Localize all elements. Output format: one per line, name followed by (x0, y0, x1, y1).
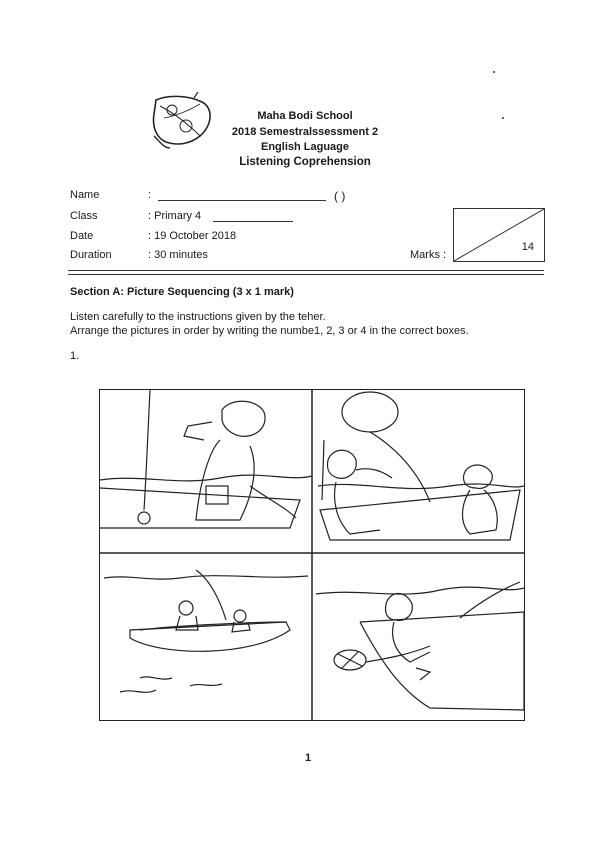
date-value: : 19 October 2018 (148, 230, 237, 242)
panel-girl-net (316, 582, 524, 710)
marks-label: Marks : (410, 249, 447, 261)
duration-value: : 30 minutes (148, 249, 208, 261)
picture-grid-drawing (100, 390, 524, 720)
scan-speck (493, 71, 495, 73)
class-label: Class (70, 210, 98, 222)
divider-top (68, 270, 544, 271)
register-number-paren: ( ) (334, 189, 346, 203)
duration-label: Duration (70, 249, 112, 261)
school-name: Maha Bodi School (257, 110, 353, 122)
marks-diagonal (454, 209, 544, 261)
subject-title: English Laguage (260, 141, 349, 153)
instruction-line-2: Arrange the pictures in order by writing the numbe1, 2, 3 or 4 in the correct boxes. (70, 325, 469, 337)
date-label: Date (70, 230, 94, 242)
name-label: Name (70, 189, 100, 201)
page-number: 1 (305, 752, 312, 764)
picture-grid (99, 389, 525, 721)
paper-title: Listening Coprehension (239, 156, 371, 168)
question-number: 1. (70, 350, 80, 362)
name-line[interactable] (158, 200, 326, 201)
exam-title: 2018 Semestralssessment 2 (231, 126, 379, 138)
marks-total: 14 (521, 241, 534, 253)
panel-girl-fish (318, 392, 524, 540)
panel-boat-at-sea (104, 570, 308, 692)
panel-boy-drinking (100, 390, 312, 528)
scan-speck (502, 117, 504, 119)
class-line[interactable] (213, 221, 293, 222)
class-value: : Primary 4 (148, 210, 202, 222)
name-colon: : (148, 189, 152, 201)
section-title: Section A: Picture Sequencing (3 x 1 mark) (70, 286, 294, 298)
divider-bottom (68, 274, 544, 275)
marks-box[interactable] (453, 208, 545, 262)
instruction-line-1: Listen carefully to the instructions given by the teher. (70, 311, 326, 323)
